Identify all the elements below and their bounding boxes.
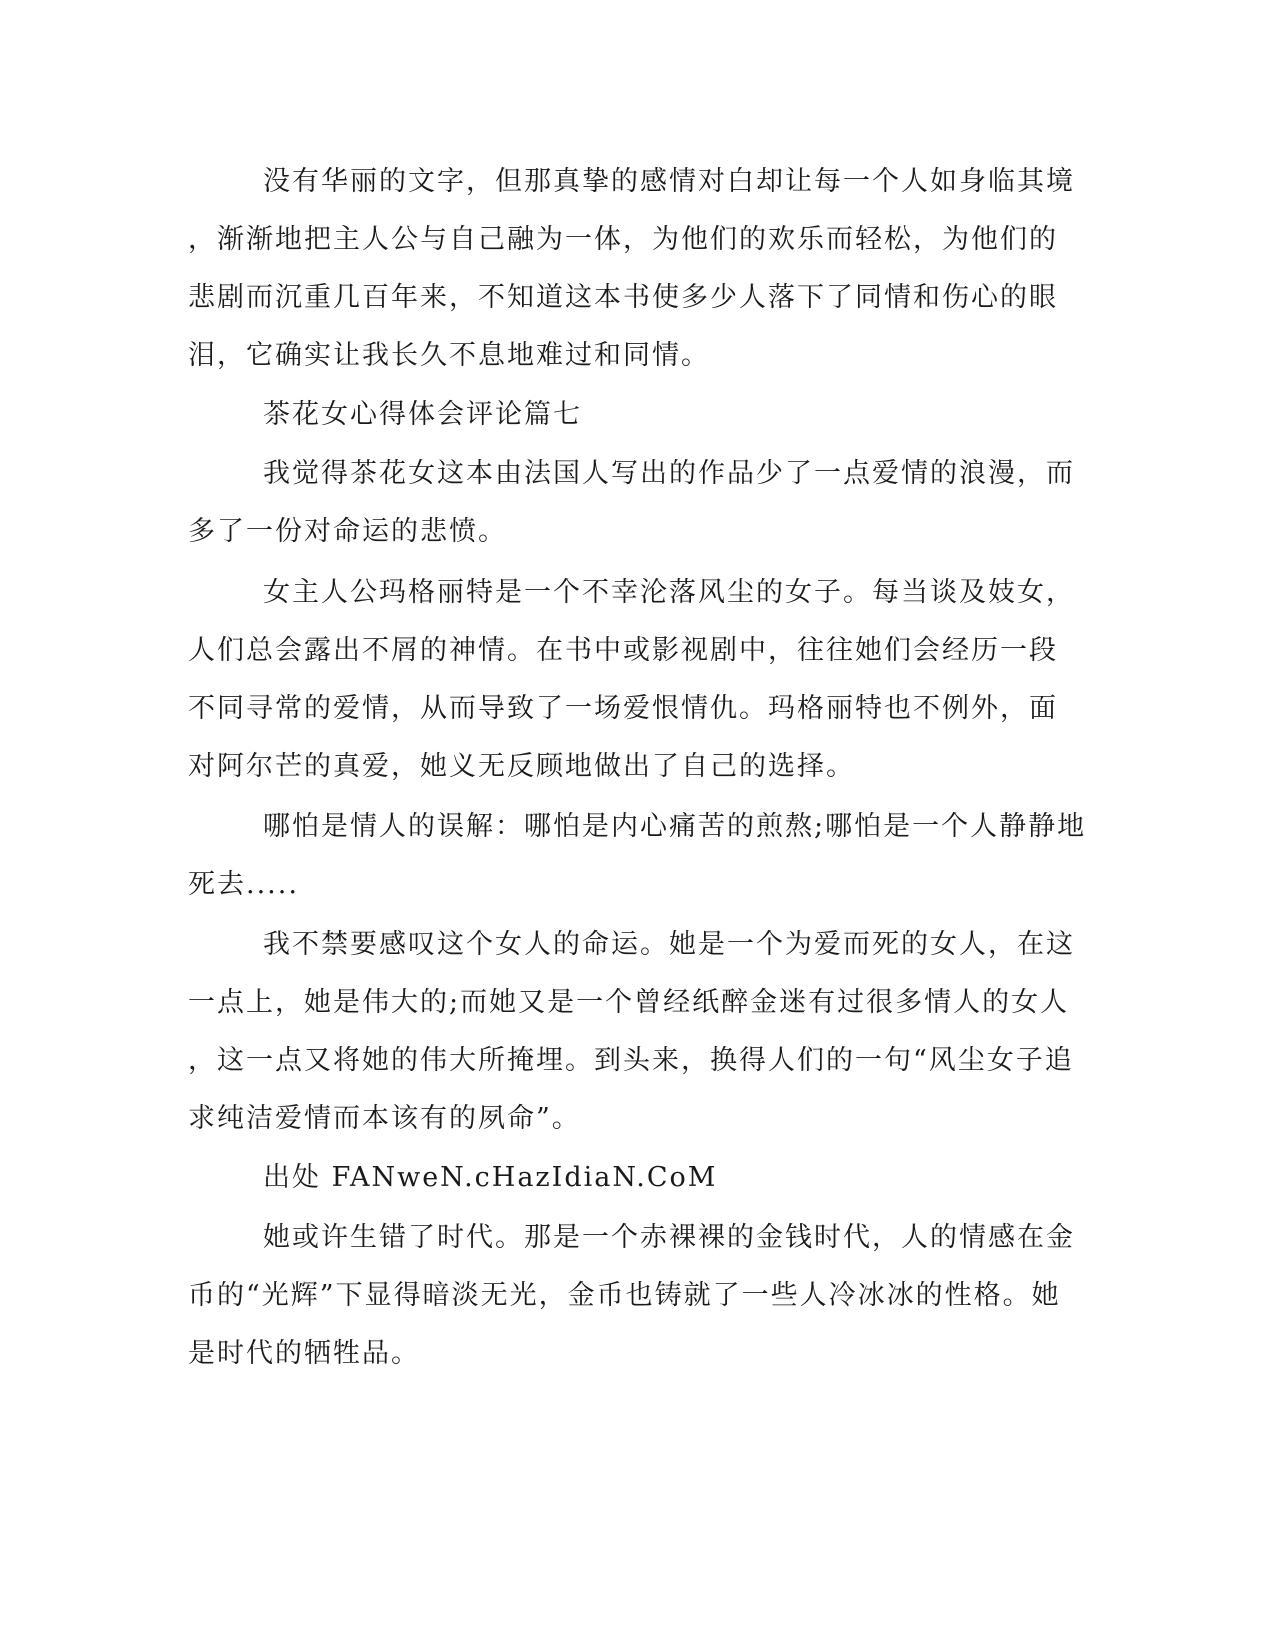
paragraph-8-line-2: 币的“光辉”下显得暗淡无光，金币也铸就了一些人冷冰冰的性格。她	[188, 1280, 1061, 1311]
paragraph-3-line-2: 多了一份对命运的悲愤。	[188, 516, 507, 547]
paragraph-4-line-2: 人们总会露出不屑的神情。在书中或影视剧中，往往她们会经历一段	[188, 635, 1058, 666]
paragraph-4-line-1: 女主人公玛格丽特是一个不幸沦落风尘的女子。每当谈及妓女，	[263, 577, 1075, 608]
section-heading: 茶花女心得体会评论篇七	[263, 399, 582, 430]
paragraph-5-line-1: 哪怕是情人的误解：哪怕是内心痛苦的煎熬;哪怕是一个人静静地	[263, 811, 1087, 842]
paragraph-6-line-1: 我不禁要感叹这个女人的命运。她是一个为爱而死的女人，在这	[263, 929, 1075, 960]
paragraph-1-line-2: ，渐渐地把主人公与自己融为一体，为他们的欢乐而轻松，为他们的	[188, 224, 1058, 255]
paragraph-6-line-4: 求纯洁爱情而本该有的夙命”。	[188, 1103, 581, 1134]
paragraph-8-line-3: 是时代的牺牲品。	[188, 1338, 420, 1369]
paragraph-6-line-2: 一点上，她是伟大的;而她又是一个曾经纸醉金迷有过很多情人的女人	[188, 987, 1070, 1018]
paragraph-1-line-4: 泪，它确实让我长久不息地难过和同情。	[188, 340, 710, 371]
paragraph-1-line-1: 没有华丽的文字，但那真挚的感情对白却让每一个人如身临其境	[263, 166, 1075, 197]
paragraph-6-line-3: ，这一点又将她的伟大所掩埋。到头来，换得人们的一句“风尘女子追	[188, 1045, 1074, 1076]
paragraph-4-line-3: 不同寻常的爱情，从而导致了一场爱恨情仇。玛格丽特也不例外，面	[188, 693, 1058, 724]
source-line: 出处 FANweN.cHazIdiaN.CoM	[263, 1162, 718, 1193]
paragraph-1-line-3: 悲剧而沉重几百年来，不知道这本书使多少人落下了同情和伤心的眼	[188, 282, 1058, 313]
paragraph-5-line-2: 死去.....	[188, 869, 299, 900]
paragraph-4-line-4: 对阿尔芒的真爱，她义无反顾地做出了自己的选择。	[188, 751, 855, 782]
paragraph-8-line-1: 她或许生错了时代。那是一个赤裸裸的金钱时代，人的情感在金	[263, 1222, 1075, 1253]
paragraph-3-line-1: 我觉得茶花女这本由法国人写出的作品少了一点爱情的浪漫，而	[263, 458, 1075, 489]
